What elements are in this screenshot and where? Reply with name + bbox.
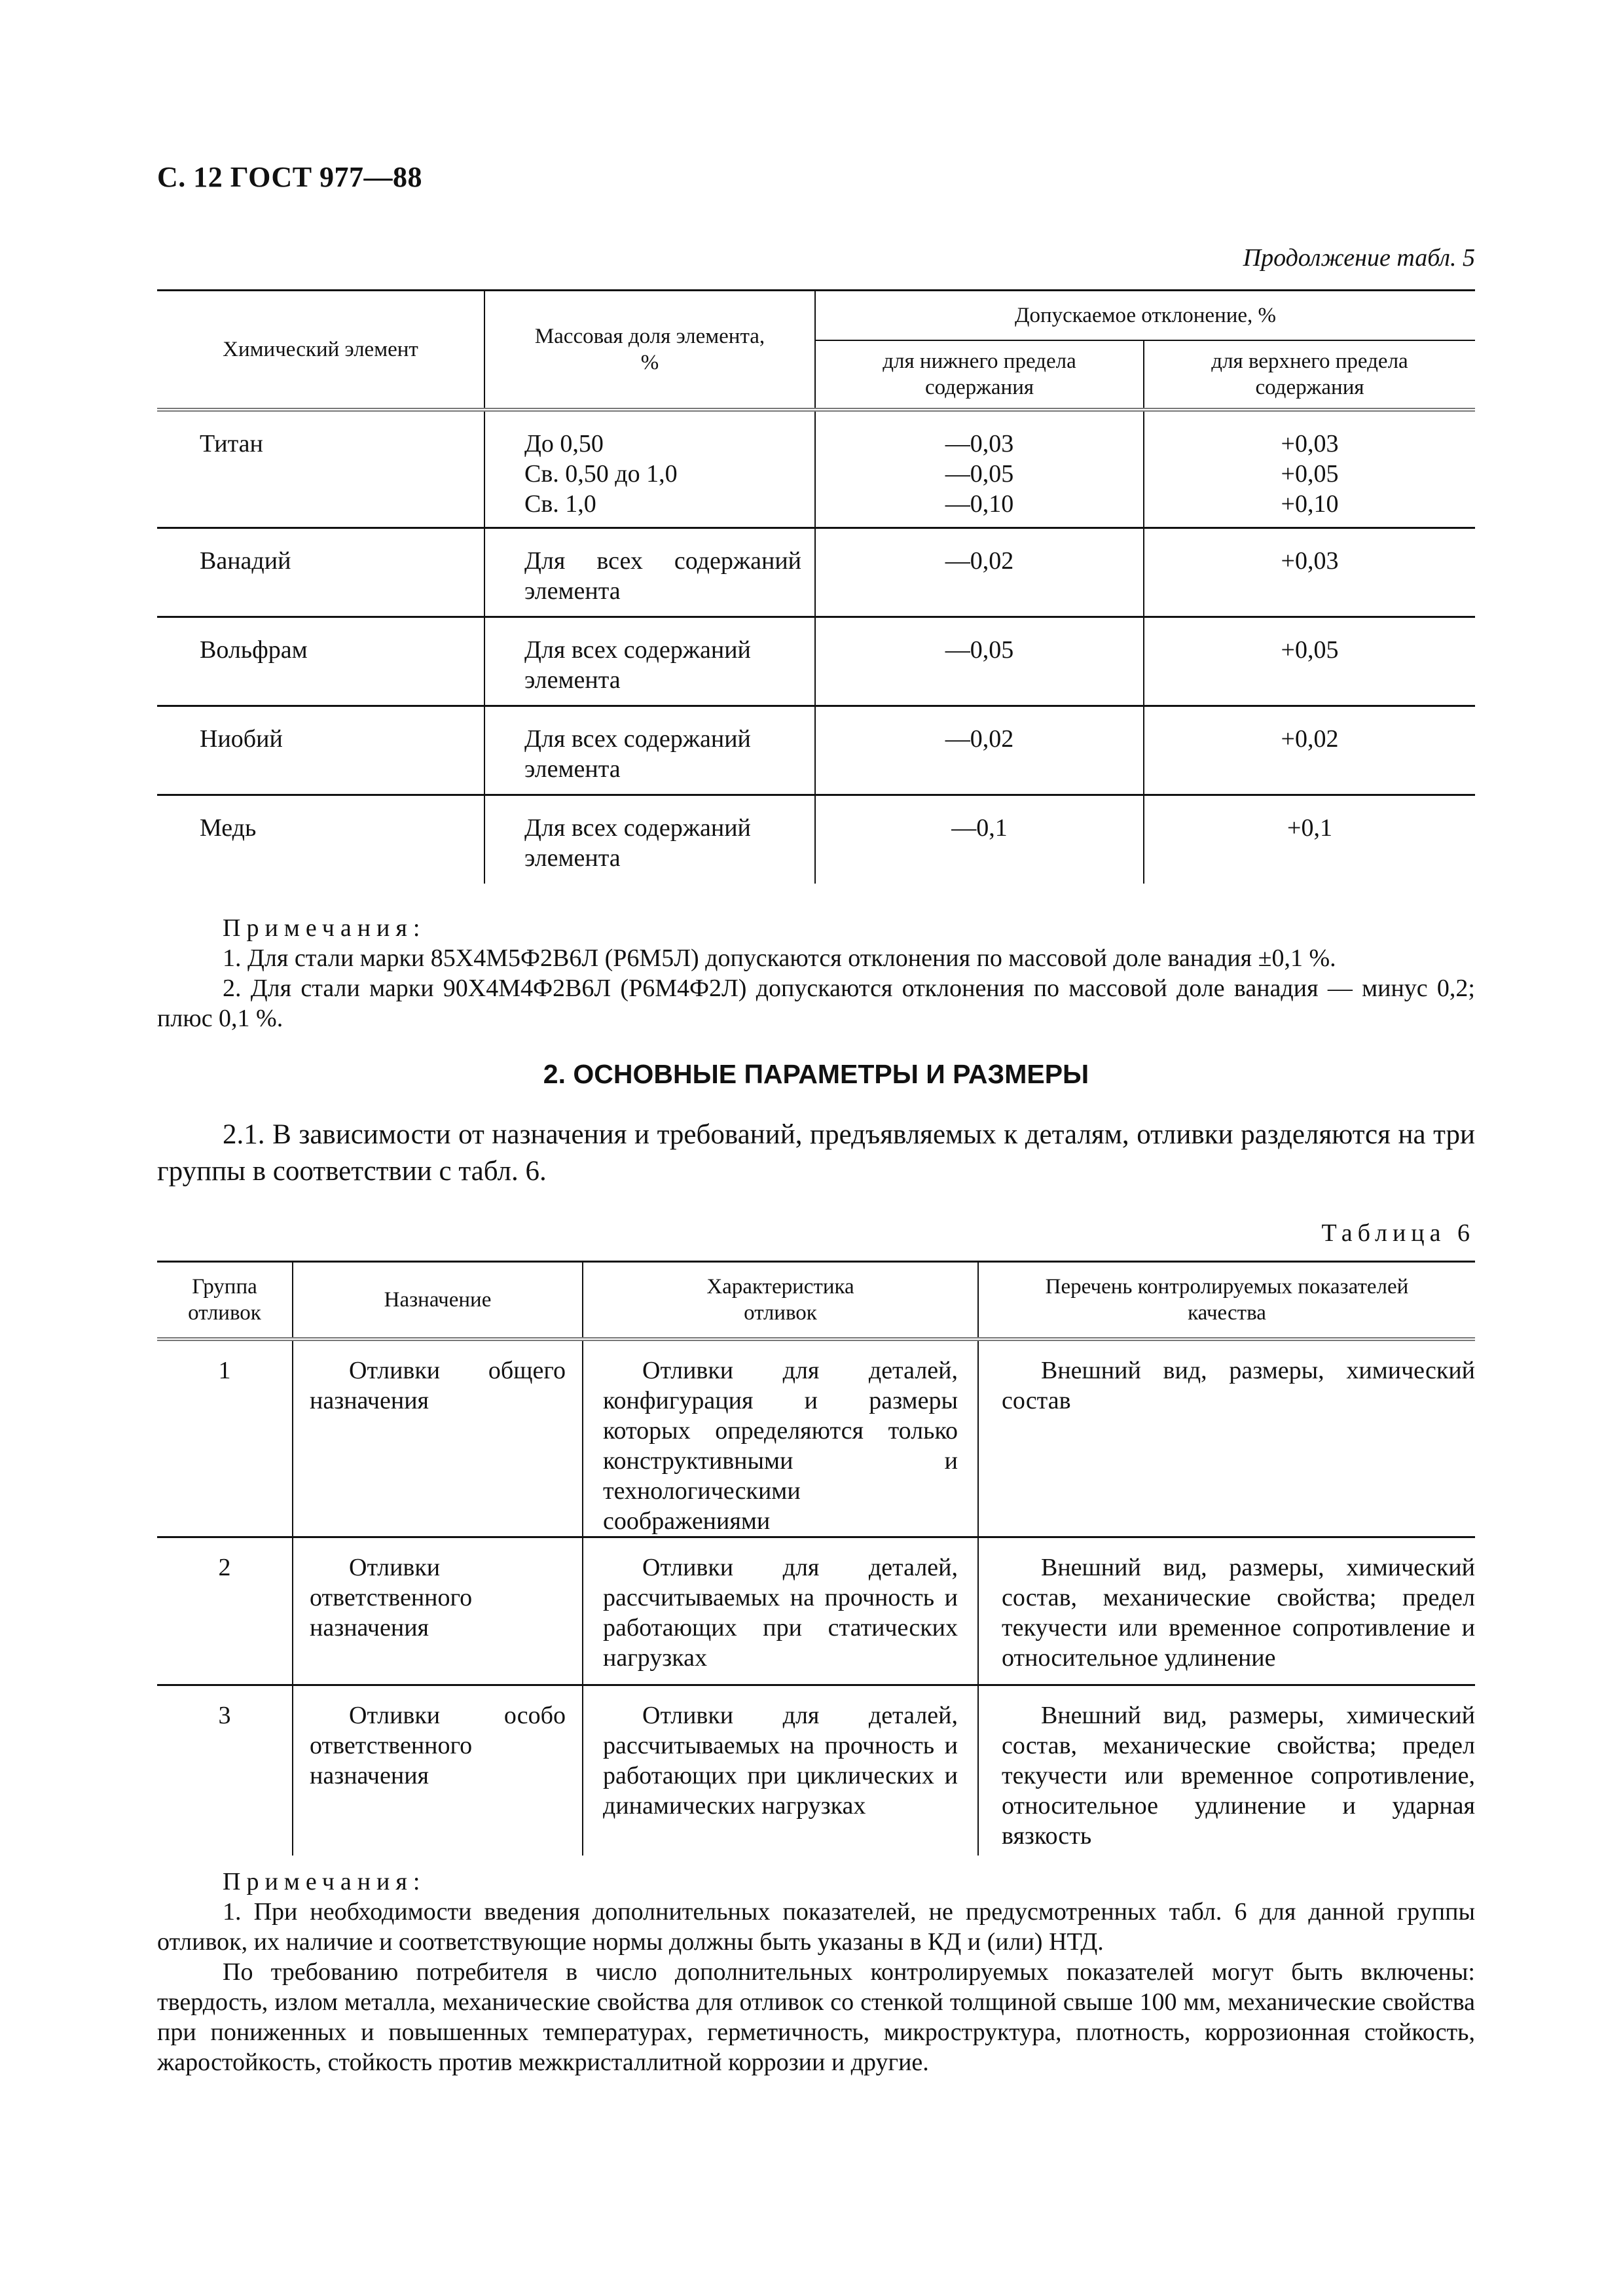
cell-upper: +0,1 xyxy=(1287,814,1332,842)
cell-line: +0,10 xyxy=(1281,490,1339,518)
cell-indicators: Внешний вид, размеры, химический состав xyxy=(978,1339,1475,1537)
cell-characteristic: Отливки для деталей, рассчитываемых на прочность и работающих при статических нагрузках xyxy=(583,1537,978,1685)
cell-mass: Для всех содержаний элемента xyxy=(484,617,815,706)
cell-characteristic: Отливки для деталей, конфигурация и размеры которых определяются только конструктивными и технологическими соображениями xyxy=(583,1339,978,1537)
cell-mass: Для всех содержаний элемента xyxy=(484,795,815,884)
note-item: 1. При необходимости введения дополнительных показателей, не предусмотренных табл. 6 для данной группы отливок, их наличие и соответствующие нормы должны быть указаны в КД и (или) НТД. xyxy=(157,1898,1475,1956)
table5-notes xyxy=(157,913,1475,1033)
cell-mass: Для всех содержаний элемента xyxy=(484,706,815,795)
table6-notes xyxy=(157,1867,1475,2077)
cell-upper: +0,02 xyxy=(1144,706,1475,795)
cell-line: Св. 0,50 до 1,0 xyxy=(524,460,678,488)
cell-indicators: Внешний вид, размеры, химический состав, механические свойства; предел текучести или временное сопротивление, относительное удлинение и ударная вязкость xyxy=(1002,1702,1475,1850)
note-item: По требованию потребителя в число дополнительных контролируемых показателей могут быть включены: твердость, излом металла, механические свойства для отливок со стенкой толщиной свыше 100 мм, механические свойства при пониженных и повышенных температурах, герметичность, микроструктура, плотность, коррозионная стойкость, жаростойкость, стойкость против межкристаллитной коррозии и другие. xyxy=(157,1958,1475,2076)
section-title: 2. ОСНОВНЫЕ ПАРАМЕТРЫ И РАЗМЕРЫ xyxy=(543,1059,1089,1089)
table-row xyxy=(157,795,1475,884)
cell-element: Вольфрам xyxy=(157,617,484,706)
table-row xyxy=(157,1537,1475,1685)
notes-label: Примечания: xyxy=(223,1868,426,1895)
notes-label: Примечания: xyxy=(223,914,426,942)
cell-upper: +0,05 xyxy=(1144,617,1475,706)
cell-upper: +0,03 xyxy=(1144,528,1475,617)
cell-line: —0,03 xyxy=(945,430,1014,457)
cell-mass: Для всех содержаний элемента xyxy=(484,528,815,617)
header-mass: Массовая доля элемента, % xyxy=(484,291,815,408)
cell-line: —0,10 xyxy=(945,490,1014,518)
cell-element: Ванадий xyxy=(157,528,484,617)
cell-purpose: Отливки общего назначения xyxy=(293,1339,583,1537)
cell-element: Ниобий xyxy=(157,706,484,795)
cell-characteristic: Отливки для деталей, рассчитываемых на прочность и работающих при циклических и динамических нагрузках xyxy=(583,1685,978,1856)
cell-group: 1 xyxy=(157,1339,293,1537)
table6-label: Таблица 6 xyxy=(1321,1219,1475,1247)
table-row xyxy=(157,528,1475,617)
cell-lower: —0,02 xyxy=(815,528,1144,617)
table-continuation-label: Продолжение табл. 5 xyxy=(1243,244,1475,272)
cell-indicators: Внешний вид, размеры, химический состав, механические свойства; предел текучести или временное сопротивление и относительное удлинение xyxy=(978,1537,1475,1685)
header-indicators: Перечень контролируемых показателей качества xyxy=(978,1262,1475,1338)
table-row xyxy=(157,706,1475,795)
cell-line: +0,03 xyxy=(1281,430,1339,457)
cell-upper xyxy=(1144,410,1475,528)
header-characteristic: Характеристика отливок xyxy=(583,1262,978,1338)
page-header: С. 12 ГОСТ 977—88 xyxy=(157,161,423,193)
cell-element: Титан xyxy=(157,410,484,528)
header-deviation: Допускаемое отклонение, % xyxy=(815,291,1475,341)
note-item: 2. Для стали марки 90Х4М4Ф2В6Л (Р6М4Ф2Л) допускаются отклонения по массовой доле ванадия — минус 0,2; плюс 0,1 %. xyxy=(157,975,1475,1032)
table-row xyxy=(157,1685,1475,1856)
cell-line: +0,05 xyxy=(1281,460,1339,488)
header-purpose: Назначение xyxy=(293,1262,583,1338)
cell-mass xyxy=(484,410,815,528)
cell-element: Медь xyxy=(157,795,484,884)
header-lower: для нижнего предела содержания xyxy=(815,340,1144,408)
note-item: 1. Для стали марки 85Х4М5Ф2В6Л (Р6М5Л) допускаются отклонения по массовой доле ванадия ±0,1 %. xyxy=(223,944,1336,972)
cell-group: 3 xyxy=(157,1685,293,1856)
cell-lower: —0,02 xyxy=(815,706,1144,795)
table-row xyxy=(157,1339,1475,1537)
cell-line: Св. 1,0 xyxy=(524,490,596,518)
header-group: Группа отливок xyxy=(157,1262,293,1338)
cell-purpose: Отливки ответственного назначения xyxy=(293,1537,583,1685)
cell-purpose: Отливки особо ответственного назначения xyxy=(293,1685,583,1856)
cell-lower: —0,1 xyxy=(815,795,1144,884)
table-6 xyxy=(157,1261,1475,1856)
cell-line: До 0,50 xyxy=(524,430,604,457)
cell-line: —0,05 xyxy=(945,460,1014,488)
cell-lower xyxy=(815,410,1144,528)
header-upper: для верхнего предела содержания xyxy=(1211,350,1408,399)
section-paragraph: 2.1. В зависимости от назначения и требований, предъявляемых к деталям, отливки разделяются на три группы в соответствии с табл. 6. xyxy=(157,1119,1475,1187)
header-element: Химический элемент xyxy=(157,291,484,408)
cell-group: 2 xyxy=(157,1537,293,1685)
table-5 xyxy=(157,289,1475,884)
cell-lower: —0,05 xyxy=(815,617,1144,706)
table-row xyxy=(157,617,1475,706)
table-row xyxy=(157,410,1475,528)
